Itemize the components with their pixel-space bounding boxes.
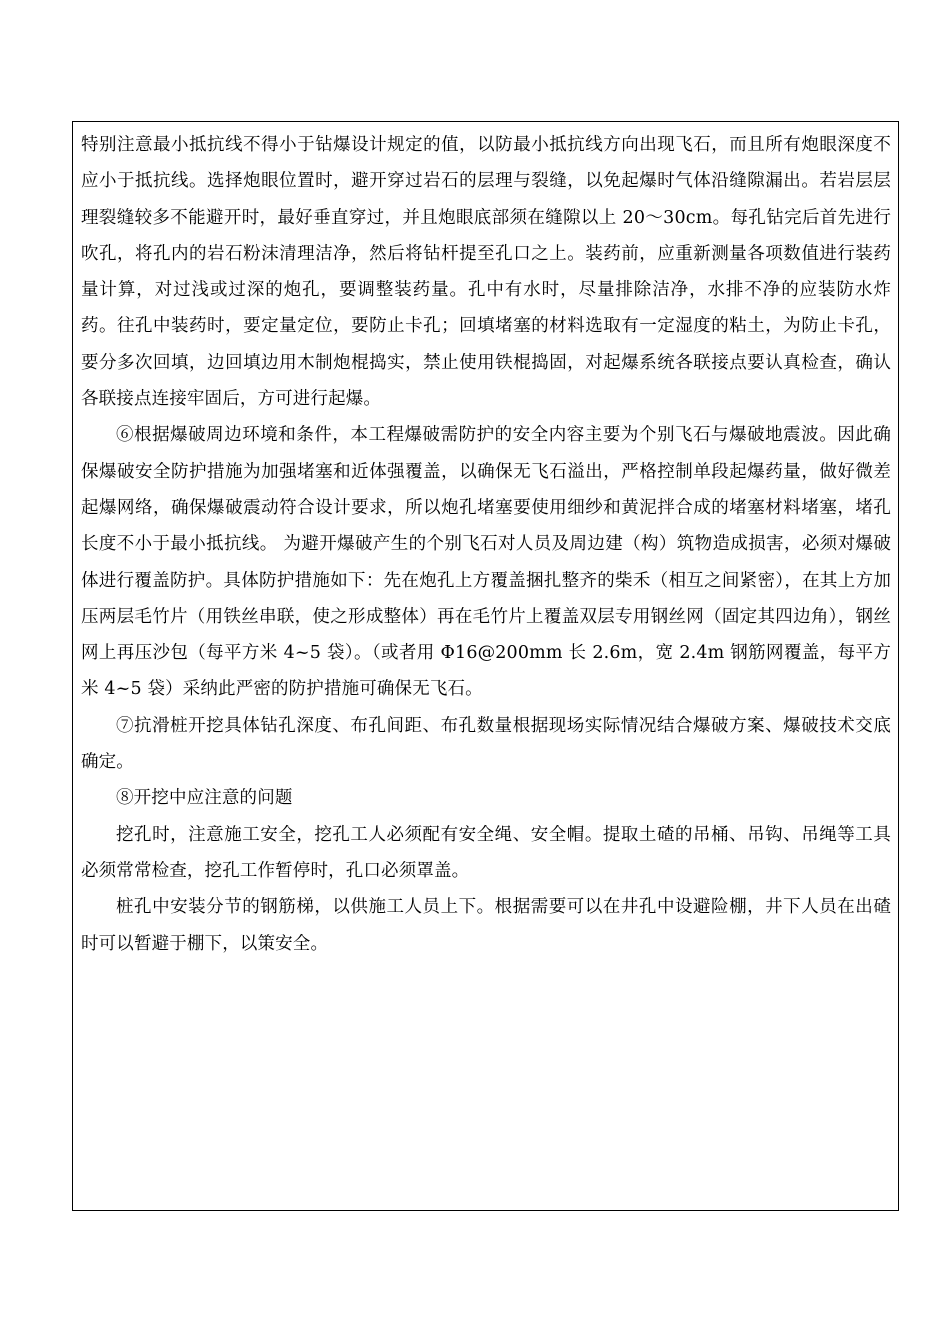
paragraph-digging-safety: 挖孔时，注意施工安全，挖孔工人必须配有安全绳、安全帽。提取土碴的吊桶、吊钩、吊绳等工具必须常常检查，挖孔工作暂停时，孔口必须罩盖。	[81, 824, 891, 881]
document-table-cell	[72, 121, 899, 1211]
paragraph-safety-protection: ⑥根据爆破周边环境和条件，本工程爆破需防护的安全内容主要为个别飞石与爆破地震波。因此确保爆破安全防护措施为加强堵塞和近体强覆盖，以确保无飞石溢出，严格控制单段起爆药量，做好微差起爆网络，确保爆破震动符合设计要求，所以炮孔堵塞要使用细纱和黄泥拌合成的堵塞材料堵塞，堵孔长度不小于最小抵抗线。 为避开爆破产生的个别飞石对人员及周边建（构）筑物造成损害，必须对爆破体进行覆盖防护。具体防护措施如下：先在炮孔上方覆盖捆扎整齐的柴禾（相互之间紧密），在其上方加压两层毛竹片（用铁丝串联，使之形成整体）再在毛竹片上覆盖双层专用钢丝网（固定其四边角），钢丝网上再压沙包（每平方米 4~5 袋）。（或者用 Φ16@200mm 长 2.6m，宽 2.4m 钢筋网覆盖，每平方米 4~5 袋）采纳此严密的防护措施可确保无飞石。	[81, 425, 891, 700]
paragraph-excavation-issues-heading: ⑧开挖中应注意的问题	[116, 788, 293, 809]
paragraph-ladder-shelter: 桩孔中安装分节的钢筋梯，以供施工人员上下。根据需要可以在井孔中设避险棚，井下人员在出碴时可以暂避于棚下，以策安全。	[81, 897, 891, 954]
paragraph-drilling-parameters: ⑦抗滑桩开挖具体钻孔深度、布孔间距、布孔数量根据现场实际情况结合爆破方案、爆破技术交底确定。	[81, 715, 891, 773]
document-body	[81, 127, 891, 962]
paragraph-blasting-precautions: 特别注意最小抵抗线不得小于钻爆设计规定的值，以防最小抵抗线方向出现飞石，而且所有炮眼深度不应小于抵抗线。选择炮眼位置时，避开穿过岩石的层理与裂缝，以免起爆时气体沿缝隙漏出。若岩层层理裂缝较多不能避开时，最好垂直穿过，并且炮眼底部须在缝隙以上 20～30cm。每孔钻完后首先进行吹孔，将孔内的岩石粉沫清理洁净，然后将钻杆提至孔口之上。装药前，应重新测量各项数值进行装药量计算，对过浅或过深的炮孔，要调整装药量。孔中有水时，尽量排除洁净，水排不净的应装防水炸药。往孔中装药时，要定量定位，要防止卡孔；回填堵塞的材料选取有一定湿度的粘土，为防止卡孔，要分多次回填，边回填边用木制炮棍捣实，禁止使用铁棍捣固，对起爆系统各联接点要认真检查，确认各联接点连接牢固后，方可进行起爆。	[81, 135, 891, 410]
